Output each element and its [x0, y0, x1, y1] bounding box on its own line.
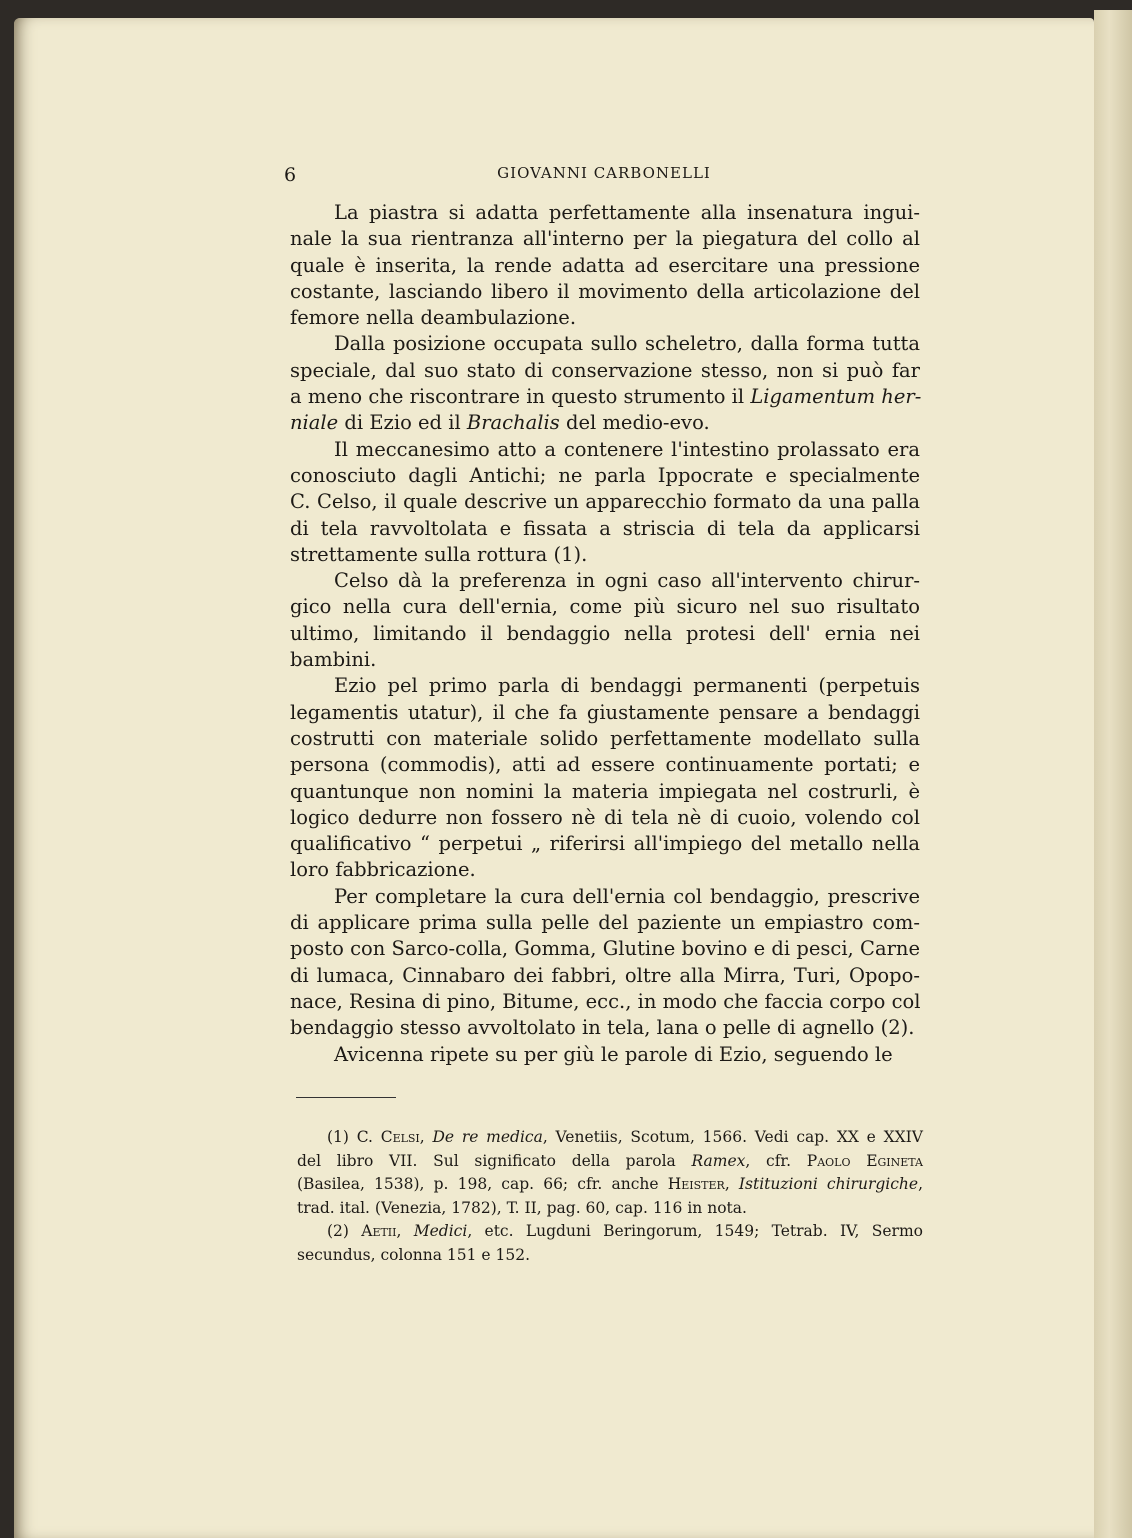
text-line: [290, 831, 920, 857]
text-span: Il meccanesimo atto a contenere l'intestino prolassato era: [334, 437, 920, 461]
page-number: 6: [284, 164, 297, 186]
text-line: [290, 437, 920, 463]
text-span: del medio-evo.: [559, 411, 710, 435]
text-line: [290, 963, 920, 989]
adjacent-page-edge: [1094, 10, 1132, 1538]
text-span: posto con Sarco-colla, Gomma, Glutine bovino e di pesci, Carne: [290, 937, 920, 961]
text-span: , cfr.: [745, 1151, 807, 1170]
text-line: [290, 857, 920, 883]
text-span: del libro VII. Sul significato della parola: [297, 1151, 692, 1170]
text-span: nace, Resina di pino, Bitume, ecc., in modo che faccia corpo col: [290, 989, 921, 1013]
text-span: Dalla posizione occupata sullo scheletro, dalla forma tutta: [334, 332, 920, 356]
text-span: quantunque non nomini la materia impiegata nel costrurli, è: [290, 779, 920, 803]
text-line: [290, 989, 920, 1015]
text-line: [290, 726, 920, 752]
text-span: costante, lasciando libero il movimento della articolazione del: [290, 279, 920, 303]
running-title: GIOVANNI CARBONELLI: [497, 164, 711, 182]
text-line: [290, 463, 920, 489]
text-span: conosciuto dagli Antichi; ne parla Ippocrate e specialmente: [290, 463, 920, 487]
text-span: , etc. Lugduni Beringorum, 1549; Tetrab. IV, Sermo: [467, 1222, 923, 1241]
text-line: [290, 384, 920, 410]
text-line: [290, 910, 920, 936]
text-span: , Venetiis, Scotum, 1566. Vedi cap. XX e XXIV: [542, 1128, 923, 1146]
text-line: [290, 805, 920, 831]
text-line: [290, 673, 920, 699]
text-span: (2): [327, 1222, 362, 1241]
italic-text: niale: [290, 411, 339, 435]
text-line: [290, 936, 920, 962]
text-span: (1) C.: [327, 1128, 381, 1146]
small-caps-name: Paolo Egineta: [806, 1151, 923, 1170]
text-span: di lumaca, Cinnabaro dei fabbri, oltre alla Mirra, Turi, Opopo-: [290, 963, 920, 987]
text-span: quale è inserita, la rende adatta ad esercitare una pressione: [290, 253, 920, 277]
text-span: Per completare la cura dell'ernia col bendaggio, prescrive: [334, 884, 920, 908]
text-span: trad. ital. (Venezia, 1782), T. II, pag. 60, cap. 116 in nota.: [297, 1198, 747, 1217]
text-span: ,: [918, 1175, 924, 1194]
text-line: [290, 253, 920, 279]
italic-text: Ramex: [691, 1151, 746, 1170]
text-line: [297, 1150, 923, 1174]
italic-text: Medici: [413, 1222, 468, 1241]
text-span: ,: [396, 1222, 414, 1241]
footnote-rule: [296, 1097, 396, 1098]
text-line: [290, 621, 920, 647]
text-span: gico nella cura dell'ernia, come più sicuro nel suo risultato: [290, 595, 920, 619]
text-line: [290, 700, 920, 726]
text-span: loro fabbricazione.: [290, 858, 476, 882]
text-line: [290, 542, 920, 568]
italic-text: Ligamentum her-: [750, 385, 922, 409]
small-caps-name: Heister: [667, 1175, 725, 1194]
text-span: a meno che riscontrare in questo strumento il: [290, 385, 751, 409]
text-line: [290, 779, 920, 805]
text-line: [290, 594, 920, 620]
footnotes: [297, 1126, 923, 1268]
text-line: [290, 305, 920, 331]
italic-text: Istituzioni chirurgiche: [738, 1175, 919, 1194]
text-span: secundus, colonna 151 e 152.: [297, 1245, 531, 1264]
text-line: [290, 752, 920, 778]
text-line: [290, 568, 920, 594]
text-span: C. Celso, il quale descrive un apparecchio formato da una palla: [290, 490, 920, 514]
text-line: [290, 410, 920, 436]
text-line: [297, 1126, 923, 1150]
text-span: (Basilea, 1538), p. 198, cap. 66; cfr. anche: [297, 1175, 668, 1194]
text-span: bambini.: [290, 648, 377, 672]
small-caps-name: Celsi: [380, 1128, 420, 1146]
italic-text: De re medica: [432, 1128, 543, 1146]
page-header: [284, 164, 924, 190]
text-span: Celso dà la preferenza in ogni caso all'intervento chirur-: [334, 569, 920, 593]
text-line: [290, 1042, 920, 1068]
text-span: ,: [419, 1128, 433, 1146]
body-text: [290, 200, 920, 1068]
text-span: di applicare prima sulla pelle del paziente un empiastro com-: [290, 911, 920, 935]
text-span: speciale, dal suo stato di conservazione stesso, non si può far: [290, 358, 920, 382]
text-line: [297, 1244, 923, 1268]
text-span: di tela ravvoltolata e fissata a striscia di tela da applicarsi: [290, 516, 920, 540]
text-span: La piastra si adatta perfettamente alla insenatura ingui-: [334, 201, 920, 224]
text-span: qualificativo “ perpetui „ riferirsi all'impiego del metallo nella: [290, 832, 920, 856]
text-span: Avicenna ripete su per giù le parole di Ezio, seguendo le: [334, 1042, 893, 1066]
text-span: strettamente sulla rottura (1).: [290, 542, 588, 566]
text-span: femore nella deambulazione.: [290, 306, 577, 330]
italic-text: Brachalis: [466, 411, 560, 435]
text-span: costrutti con materiale solido perfettamente modellato sulla: [290, 726, 920, 750]
text-span: nale la sua rientranza all'interno per la piegatura del collo al: [290, 227, 920, 251]
small-caps-name: Aetii: [361, 1222, 397, 1241]
text-span: di Ezio ed il: [338, 411, 467, 435]
text-line: [290, 884, 920, 910]
text-line: [297, 1197, 923, 1221]
text-span: legamentis utatur), il che fa giustamente pensare a bendaggi: [290, 700, 920, 724]
text-span: ultimo, limitando il bendaggio nella protesi dell' ernia nei: [290, 621, 920, 645]
text-span: ,: [724, 1175, 739, 1194]
text-line: [290, 279, 920, 305]
text-line: [290, 200, 920, 226]
text-line: [297, 1220, 923, 1244]
text-span: bendaggio stesso avvoltolato in tela, lana o pelle di agnello (2).: [290, 1016, 915, 1040]
text-span: logico dedurre non fossero nè di tela nè di cuoio, volendo col: [290, 805, 920, 829]
text-line: [290, 331, 920, 357]
text-line: [290, 226, 920, 252]
text-line: [297, 1173, 923, 1197]
text-span: persona (commodis), atti ad essere continuamente portati; e: [290, 753, 920, 777]
text-line: [290, 647, 920, 673]
text-line: [290, 516, 920, 542]
text-line: [290, 489, 920, 515]
text-span: Ezio pel primo parla di bendaggi permanenti (perpetuis: [334, 674, 920, 698]
text-line: [290, 1015, 920, 1041]
text-line: [290, 358, 920, 384]
